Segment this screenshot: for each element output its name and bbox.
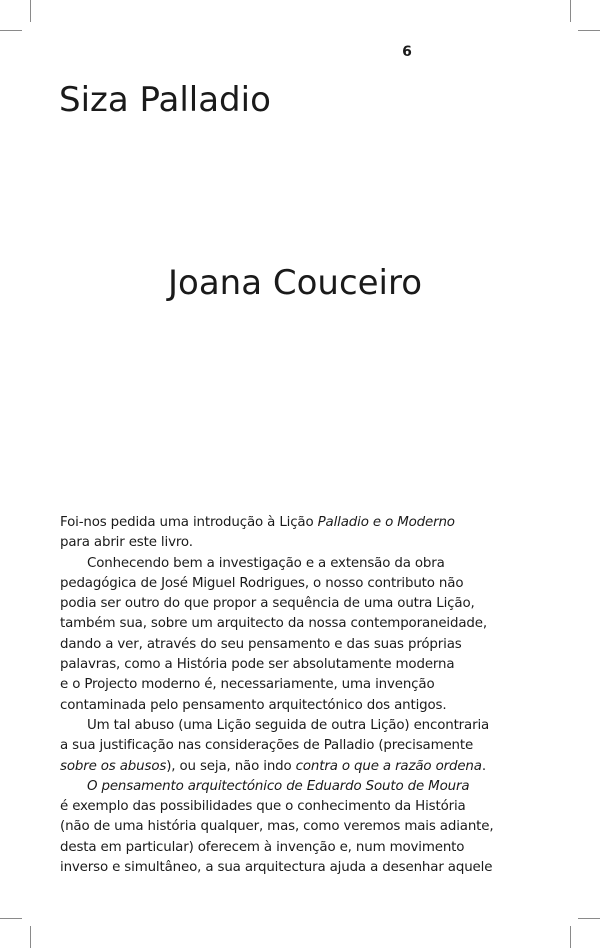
text-line: é exemplo das possibilidades que o conhecimento da História — [60, 799, 466, 815]
crop-mark-top-left — [30, 0, 31, 22]
text-line: inverso e simultâneo, a sua arquitectura ajuda a desenhar aquele — [60, 860, 493, 876]
text-line: para abrir este livro. — [60, 535, 193, 551]
crop-mark-bottom-left — [30, 926, 31, 948]
crop-mark-bottom-right — [570, 926, 571, 948]
text-line: O pensamento arquitectónico de Eduardo Souto de Moura — [87, 778, 470, 794]
text-line: (não de uma história qualquer, mas, como veremos mais adiante, — [60, 819, 494, 835]
text-line: podia ser outro do que propor a sequência de uma outra Lição, — [60, 596, 475, 612]
body-text — [60, 513, 500, 878]
crop-mark-bottom-right-h — [578, 918, 600, 919]
text-line: Conhecendo bem a investigação e a extensão da obra — [87, 555, 445, 571]
text-line: dando a ver, através do seu pensamento e das suas próprias — [60, 636, 462, 652]
crop-mark-bottom-left-h — [0, 918, 22, 919]
page-title: Siza Palladio — [59, 80, 271, 120]
text-line: a sua justificação nas considerações de Palladio (precisamente — [60, 738, 474, 754]
crop-mark-top-left-h — [0, 30, 22, 31]
text-line: pedagógica de José Miguel Rodrigues, o nosso contributo não — [60, 575, 464, 591]
crop-mark-top-right — [570, 0, 571, 22]
author-name: Joana Couceiro — [168, 263, 423, 303]
text-line: Um tal abuso (uma Lição seguida de outra Lição) encontraria — [87, 717, 490, 733]
text-line: desta em particular) oferecem à invenção e, num movimento — [60, 839, 465, 855]
text-line: palavras, como a História pode ser absolutamente moderna — [60, 657, 455, 673]
text-line: Foi-nos pedida uma introdução à Lição Palladio e o Moderno — [60, 515, 455, 530]
page-number: 6 — [402, 44, 412, 60]
text-line: contaminada pelo pensamento arquitectónico dos antigos. — [60, 697, 447, 713]
text-line: e o Projecto moderno é, necessariamente, uma invenção — [60, 677, 435, 693]
crop-mark-top-right-h — [578, 30, 600, 31]
text-line: sobre os abusos), ou seja, não indo contra o que a razão ordena. — [60, 758, 486, 774]
text-line: também sua, sobre um arquitecto da nossa contemporaneidade, — [60, 616, 487, 632]
